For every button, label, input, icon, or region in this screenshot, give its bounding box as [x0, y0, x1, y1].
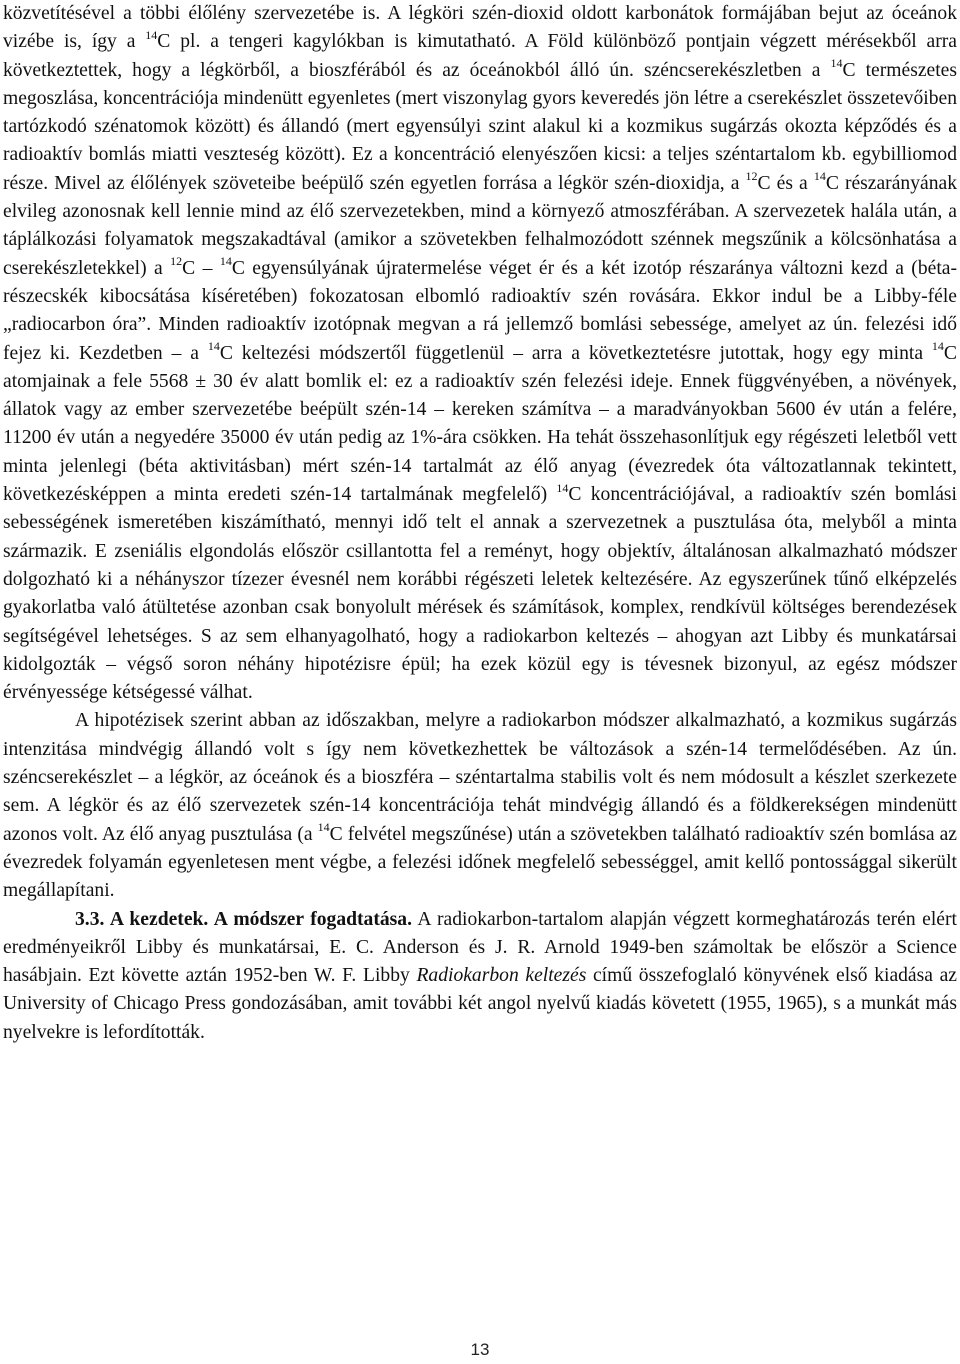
text-run: C pl. a tengeri kagylókban is kimutatható. A Föld különböző pontjain végzett mérésekből arra következtettek, hogy a légkörből, a bioszférából és az óceánokból álló ún. széncserekészletben a — [3, 31, 957, 81]
text-run: című összefoglaló könyvének első kiadása az University of Chicago Press gondozásában, amit további két angol nyelvű kiadás követett (1955, 1965), s a munkát más nyelvekre is lefordították. — [3, 965, 957, 1043]
superscript: 12 — [170, 254, 183, 269]
superscript: 14 — [317, 820, 330, 835]
document-page — [3, 0, 957, 1047]
paragraph-hypotheses — [3, 707, 957, 905]
paragraph-beginnings — [3, 906, 957, 1047]
text-run: C – — [182, 257, 220, 279]
text-run: C keltezési módszertől függetlenül – arra a következtetésre jutottak, hogy egy minta — [219, 342, 932, 364]
superscript: 14 — [931, 339, 944, 354]
superscript: 14 — [813, 169, 826, 184]
text-run: C részarányának elvileg azonosnak kell lennie mind az élő szervezetekben, mind a környező atmoszférában. A szervezetek halála után, a táplálkozási folyamatok megszakadtával (amikor a szövetekben felhalmozódott szénnek megszűnik a kölcsönhatása a cserekészletekkel) a — [3, 172, 957, 279]
superscript: 14 — [145, 27, 158, 42]
superscript: 12 — [745, 169, 758, 184]
superscript: 14 — [556, 480, 569, 495]
text-run: C felvétel megszűnése) után a szövetekben található radioaktív szén bomlása az évezredek folyamán egyenletesen ment végbe, a felezési időnek megfelelő sebességgel, amit kellő pontossággal sikerült megállapítani. — [3, 823, 957, 902]
text-run: közvetítésével a többi élőlény szervezetébe is. A légköri szén-dioxid oldott karbonátok formájában bejut az óceánok vizébe is, így a — [3, 3, 957, 53]
paragraph-radiocarbon-principle — [3, 0, 957, 707]
text-run: C és a — [757, 172, 814, 194]
text-run: A radiokarbon-tartalom alapján végzett kormeghatározás terén elért eredményeikről Libby és munkatársai, E. C. Anderson és J. R. Arnold 1949-ben számoltak be először a Science hasábjain. Ezt követte aztán 1952-ben W. F. Libby — [3, 908, 957, 987]
page-number: 13 — [470, 1340, 490, 1359]
text-run: C egyensúlyának újratermelése véget ér és a két izotóp részaránya változni kezd a (béta-részecskék kibocsátása kíséretében) fokozatosan elbomló radioaktív szén rovására. Ekkor indul be a Libby-féle „radiocarbon óra”. Minden radioaktív izotópnak megvan a rá jellemző bomlási sebessége, amelyet az ún. felezési idő fejez ki. Kezdetben – a — [3, 257, 957, 364]
superscript: 14 — [830, 56, 843, 71]
section-heading: 3.3. A kezdetek. A módszer fogadtatása. — [75, 908, 412, 930]
text-run: C természetes megoszlása, koncentrációja mindenütt egyenletes (mert viszonylag gyors keveredés jön létre a cserekészlet összetevőiben tartózkodó szénatomok között) és állandó (mert egyensúlyi szint alakul ki a kozmikus sugárzás okozta képződés és a radioaktív bomlás miatti veszteség között). Ez a koncentráció elenyészően kicsi: a teljes széntartalom kb. egybilliomod része. Mivel az élőlények szöveteibe beépülő szén egyetlen forrása a légkör szén-dioxidja, a — [3, 59, 958, 194]
text-run: C atomjainak a fele 5568 ± 30 év alatt bomlik el: ez a radioaktív szén felezési ideje. Ennek függvényében, a növények, állatok vagy az ember szervezetébe beépült szén-14 – kereken számítva – a maradványokban 5600 év után a felére, 11200 év után a negyedére 35000 év után pedig az 1%-ára csökken. Ha tehát összehasonlítjuk egy régészeti leletből vett minta jelenlegi (béta aktivitásban) mért szén-14 tartalmát az élő anyag (évezredek óta változatlannak tekintett, következésképpen a minta eredeti szén-14 tartalmának megfelelő) — [3, 342, 957, 506]
text-run: C koncentrációjával, a radioaktív szén bomlási sebességének ismeretében kiszámítható, mennyi idő telt el annak a szervezetnek a pusztulása óta, melyből a minta származik. E zseniális elgondolás először csillantotta fel a reményt, hogy objektív, általánosan alkalmazható módszer dolgozható ki a néhányszor tízezer évesnél nem korábbi régészeti leletek keltezésére. Az egyszerűnek tűnő elképzelés gyakorlatba való átültetése azonban csak bonyolult mérések és számítások, komplex, rendkívül költséges berendezések segítségével lehetséges. S az sem elhanyagolható, hogy a radiokarbon keltezés – ahogyan azt Libby és munkatársai kidolgozták – végső soron néhány hipotézisre épül; ha ezek közül egy is tévesnek bizonyul, az egész módszer érvényessége kétségessé válhat. — [3, 484, 957, 704]
text-run: A hipotézisek szerint abban az időszakban, melyre a radiokarbon módszer alkalmazható, a kozmikus sugárzás intenzitása mindvégig állandó volt s így nem következhettek be változások a szén-14 termelődésében. Az ún. széncserekészlet – a légkör, az óceánok és a bioszféra – széntartalma stabilis volt és nem módosult a készlet szerkezete sem. A légkör és az élő szervezetek szén-14 koncentrációja tehát mindvégig állandó és a földkerekségen mindenütt azonos volt. Az élő anyag pusztulása (a — [3, 710, 957, 845]
superscript: 14 — [207, 339, 220, 354]
book-title: Radiokarbon keltezés — [416, 965, 587, 987]
superscript: 14 — [219, 254, 232, 269]
